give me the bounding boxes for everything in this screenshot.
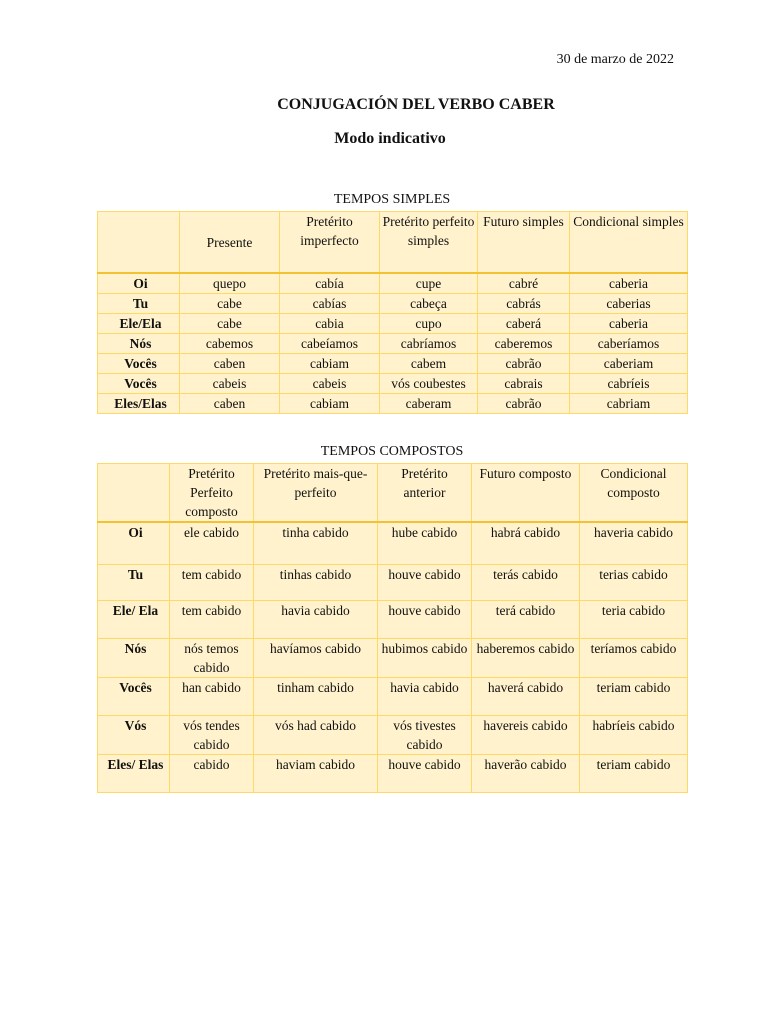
conjugation-cell: haberemos cabido <box>472 639 580 678</box>
conjugation-cell: cupo <box>380 314 478 334</box>
conjugation-cell: cabemos <box>180 334 280 354</box>
header-cell: Futuro simples <box>478 212 570 274</box>
table-row <box>98 314 688 334</box>
conjugation-cell: tem cabido <box>170 565 254 601</box>
conjugation-cell: caberam <box>380 394 478 414</box>
person-cell: Eles/Elas <box>98 394 180 414</box>
conjugation-cell: cabeça <box>380 294 478 314</box>
conjugation-cell: caberíamos <box>570 334 688 354</box>
table-row <box>98 639 688 678</box>
conjugation-cell: caberia <box>570 314 688 334</box>
header-cell: Pretérito anterior <box>378 464 472 523</box>
person-cell: Tu <box>98 294 180 314</box>
conjugation-cell: cabem <box>380 354 478 374</box>
conjugation-cell: ele cabido <box>170 522 254 565</box>
conjugation-cell: hube cabido <box>378 522 472 565</box>
conjugation-cell: cabia <box>280 314 380 334</box>
conjugation-cell: tem cabido <box>170 601 254 639</box>
conjugation-cell: vós coubestes <box>380 374 478 394</box>
conjugation-cell: vós had cabido <box>254 716 378 755</box>
conjugation-cell: cabrais <box>478 374 570 394</box>
conjugation-cell: caberemos <box>478 334 570 354</box>
conjugation-cell: vós tendes cabido <box>170 716 254 755</box>
conjugation-cell: caben <box>180 394 280 414</box>
conjugation-cell: cabiam <box>280 354 380 374</box>
conjugation-cell: cabe <box>180 294 280 314</box>
conjugation-cell: vós tivestes cabido <box>378 716 472 755</box>
conjugation-cell: cabía <box>280 273 380 294</box>
conjugation-cell: havia cabido <box>254 601 378 639</box>
conjugation-cell: habríeis cabido <box>580 716 688 755</box>
conjugation-cell: cabríamos <box>380 334 478 354</box>
table-row <box>98 273 688 294</box>
conjugation-cell: cabrás <box>478 294 570 314</box>
conjugation-cell: teriam cabido <box>580 755 688 793</box>
table-tempos-compostos <box>97 463 688 793</box>
table-row <box>98 394 688 414</box>
conjugation-cell: terias cabido <box>580 565 688 601</box>
table-row <box>98 565 688 601</box>
conjugation-cell: habrá cabido <box>472 522 580 565</box>
header-cell: Condicional simples <box>570 212 688 274</box>
conjugation-cell: cabrão <box>478 354 570 374</box>
conjugation-cell: cabriam <box>570 394 688 414</box>
document-subtitle: Modo indicativo <box>334 130 446 147</box>
conjugation-cell: havia cabido <box>378 678 472 716</box>
conjugation-cell: cabeis <box>180 374 280 394</box>
conjugation-cell: han cabido <box>170 678 254 716</box>
person-cell: Vós <box>98 716 170 755</box>
conjugation-cell: haverão cabido <box>472 755 580 793</box>
person-cell: Nós <box>98 639 170 678</box>
header-cell: Pretérito perfeito simples <box>380 212 478 274</box>
table-tempos-simples <box>97 211 688 414</box>
table-row <box>98 522 688 565</box>
conjugation-cell: quepo <box>180 273 280 294</box>
table-row <box>98 354 688 374</box>
conjugation-cell: teríamos cabido <box>580 639 688 678</box>
person-cell: Nós <box>98 334 180 354</box>
conjugation-cell: terá cabido <box>472 601 580 639</box>
header-cell: Pretérito Perfeito composto <box>170 464 254 523</box>
document-date: 30 de marzo de 2022 <box>556 52 674 67</box>
conjugation-cell: teriam cabido <box>580 678 688 716</box>
conjugation-cell: caberiam <box>570 354 688 374</box>
person-cell: Vocês <box>98 374 180 394</box>
header-cell: Pretérito imperfecto <box>280 212 380 274</box>
conjugation-cell: cabías <box>280 294 380 314</box>
person-cell: Eles/ Elas <box>98 755 170 793</box>
conjugation-cell: caberias <box>570 294 688 314</box>
conjugation-cell: havereis cabido <box>472 716 580 755</box>
conjugation-cell: hubimos cabido <box>378 639 472 678</box>
header-cell: Presente <box>180 212 280 274</box>
conjugation-cell: houve cabido <box>378 601 472 639</box>
conjugation-cell: haverá cabido <box>472 678 580 716</box>
table-row <box>98 678 688 716</box>
table-row <box>98 294 688 314</box>
conjugation-cell: cabiam <box>280 394 380 414</box>
conjugation-cell: nós temos cabido <box>170 639 254 678</box>
conjugation-cell: cabré <box>478 273 570 294</box>
header-cell: Condicional composto <box>580 464 688 523</box>
header-cell: Pretérito mais-que-perfeito <box>254 464 378 523</box>
header-cell <box>98 212 180 274</box>
table-row <box>98 755 688 793</box>
person-cell: Ele/ Ela <box>98 601 170 639</box>
conjugation-cell: teria cabido <box>580 601 688 639</box>
person-cell: Ele/Ela <box>98 314 180 334</box>
person-cell: Vocês <box>98 354 180 374</box>
header-cell <box>98 464 170 523</box>
conjugation-cell: cabeis <box>280 374 380 394</box>
table-row <box>98 334 688 354</box>
conjugation-cell: cabríeis <box>570 374 688 394</box>
person-cell: Oi <box>98 522 170 565</box>
person-cell: Tu <box>98 565 170 601</box>
person-cell: Oi <box>98 273 180 294</box>
table-header-row <box>98 212 688 274</box>
conjugation-cell: cabrão <box>478 394 570 414</box>
conjugation-cell: tinha cabido <box>254 522 378 565</box>
header-cell: Futuro composto <box>472 464 580 523</box>
conjugation-cell: houve cabido <box>378 755 472 793</box>
conjugation-cell: haveria cabido <box>580 522 688 565</box>
conjugation-cell: haviam cabido <box>254 755 378 793</box>
table-caption-simples: TEMPOS SIMPLES <box>333 192 451 207</box>
conjugation-cell: tinhas cabido <box>254 565 378 601</box>
person-cell: Vocês <box>98 678 170 716</box>
table-row <box>98 716 688 755</box>
conjugation-cell: caberá <box>478 314 570 334</box>
table-row <box>98 601 688 639</box>
conjugation-cell: cabeíamos <box>280 334 380 354</box>
conjugation-cell: houve cabido <box>378 565 472 601</box>
table-caption-compostos: TEMPOS COMPOSTOS <box>320 444 464 459</box>
conjugation-cell: caben <box>180 354 280 374</box>
conjugation-cell: terás cabido <box>472 565 580 601</box>
table-header-row <box>98 464 688 523</box>
conjugation-cell: caberia <box>570 273 688 294</box>
table-row <box>98 374 688 394</box>
conjugation-cell: cupe <box>380 273 478 294</box>
conjugation-cell: cabe <box>180 314 280 334</box>
document-title: CONJUGACIÓN DEL VERBO CABER <box>277 96 555 113</box>
conjugation-cell: cabido <box>170 755 254 793</box>
conjugation-cell: tinham cabido <box>254 678 378 716</box>
conjugation-cell: havíamos cabido <box>254 639 378 678</box>
